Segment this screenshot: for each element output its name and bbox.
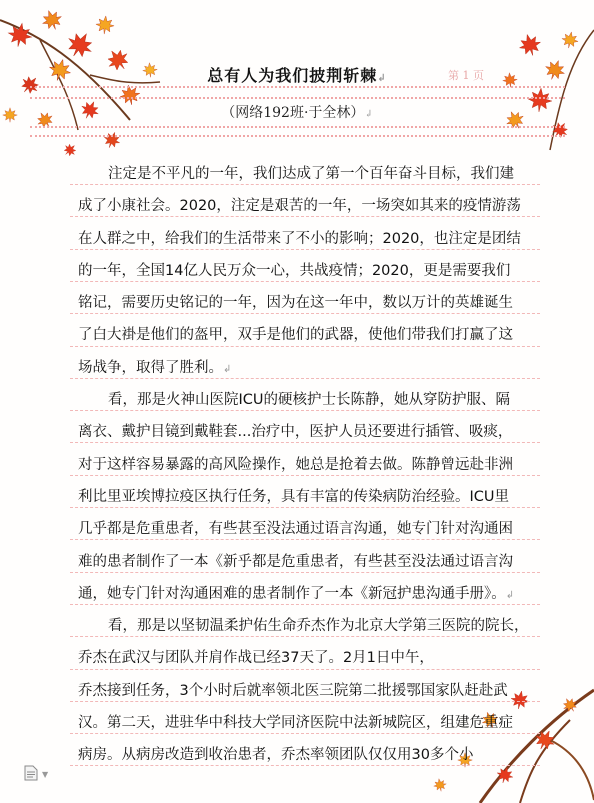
chevron-down-icon[interactable]: ▼ bbox=[42, 770, 49, 779]
text-line: 利比里亚埃博拉疫区执行任务，具有丰富的传染病防治经验。ICU里 bbox=[78, 488, 510, 505]
text-line: 离衣、戴护目镜到戴鞋套...治疗中，医护人员还要进行插管、吸痰， bbox=[78, 424, 513, 441]
text-line: 几乎都是危重患者，有些甚至没法通过语言沟通，她专门针对沟通困 bbox=[78, 521, 513, 538]
text-line: 病房。从病房改造到收治患者，乔杰率领团队仅仅用30多个小 bbox=[78, 747, 474, 764]
text-line: 注定是不平凡的一年，我们达成了第一个百年奋斗目标，我们建 bbox=[108, 166, 514, 182]
header-rule bbox=[30, 135, 565, 137]
text-line: 对于这样容易暴露的高风险操作，她总是抢着去做。陈静曾远赴非洲 bbox=[78, 456, 513, 473]
page-title: 总有人为我们披荆斩棘↲ bbox=[207, 66, 387, 85]
text-line: 了白大褂是他们的盔甲，双手是他们的武器，使他们带我们打赢了这 bbox=[78, 327, 513, 344]
header-rule bbox=[30, 126, 565, 128]
paragraph-mark: ↲ bbox=[364, 109, 373, 120]
document-body bbox=[78, 158, 532, 772]
document-icon[interactable] bbox=[24, 765, 38, 781]
paragraph-mark: ↲ bbox=[505, 589, 515, 601]
text-line: 难的患者制作了一本《新乎都是危重患者，有些甚至没法通过语言沟 bbox=[78, 553, 513, 570]
text-line: 成了小康社会。2020，注定是艰苦的一年，一场突如其来的疫情游荡 bbox=[78, 198, 521, 215]
text-line: 乔杰接到任务，3个小时后就率领北医三院第二批援鄂国家队赶赴武 bbox=[78, 682, 508, 699]
paragraph-mark: ↲ bbox=[377, 73, 387, 84]
maple-leaf-icon bbox=[560, 30, 581, 51]
header-rule bbox=[30, 86, 565, 88]
text-line: 看，那是以坚韧温柔护佑生命乔杰作为北京大学第三医院的院长， bbox=[108, 618, 529, 635]
text-line: 在人群之中，给我们的生活带来了不小的影响；2020，也注定是团结 bbox=[78, 230, 521, 247]
maple-leaf-icon bbox=[94, 14, 116, 36]
header-rule bbox=[30, 97, 565, 99]
text-line: 汉。第二天，进驻华中科技大学同济医院中法新城院区，组建危重症 bbox=[78, 715, 513, 732]
maple-leaf-icon bbox=[432, 777, 448, 793]
text-line: 看，那是火神山医院ICU的硬核护士长陈静，她从穿防护服、隔 bbox=[108, 392, 511, 409]
text-line: 铭记，需要历史铭记的一年，因为在这一年中，数以万计的英雄诞生 bbox=[78, 295, 513, 312]
page-number-marker: 第 1 页 bbox=[448, 69, 484, 82]
maple-leaf-icon bbox=[5, 20, 35, 50]
text-line: 通，她专门针对沟通困难的患者制作了一本《新冠护患沟通手册》。↲ bbox=[78, 585, 515, 602]
text-line: 场战争，取得了胜利。↲ bbox=[78, 359, 232, 376]
text-line: 的一年，全国14亿人民万众一心，共战疫情；2020，更是需要我们 bbox=[78, 262, 511, 279]
paragraph-mark: ↲ bbox=[223, 363, 232, 375]
text-line: 乔杰在武汉与团队并肩作战已经37天了。2月1日中午， bbox=[78, 650, 434, 667]
author-byline: （网络192班·于全林）↲ bbox=[221, 105, 373, 121]
